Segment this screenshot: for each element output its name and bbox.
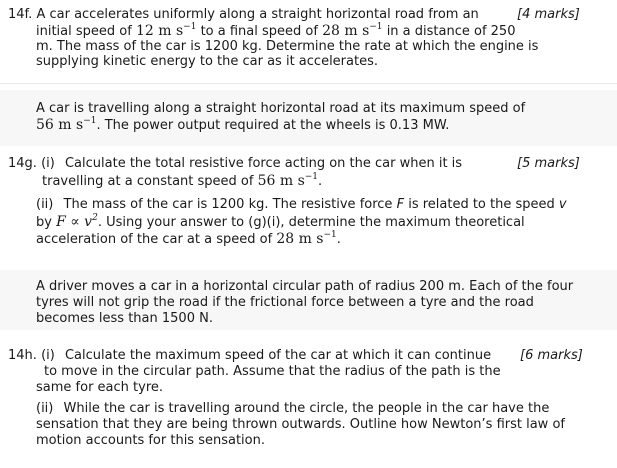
q14g-ii-line-2: by $F \propto v^2$. Using your answer to (g)(i), determine the maximum theoretical [36,213,525,230]
q14f-line-4: supplying kinetic energy to the car as it accelerates. [36,54,378,69]
q14f-line-3: m. The mass of the car is 1200 kg. Determine the rate at which the engine is [36,39,539,54]
marks-label: [4 marks] [517,7,580,22]
max-speed: 56 m $s^{-1}$ [36,116,97,133]
q14f-line-2: initial speed of 12 m $s^{-1}$ to a final speed of 28 m $s^{-1}$ in a distance of 250 [36,22,516,39]
proportionality: $F \propto v^2$ [56,213,98,230]
q14g-ii-line-3: acceleration of the car at a speed of 28 m $s^{-1}$. [36,230,341,247]
part-label: (i) [41,348,55,363]
q14g-line-2: travelling at a constant speed of 56 m $s^{-1}$. [42,172,323,189]
marks-label: [5 marks] [517,156,580,171]
constant-speed: 56 m $s^{-1}$ [257,172,319,189]
stem-g [0,90,617,146]
part-label: (i) [41,156,55,171]
initial-speed: 12 m $s^{-1}$ [135,22,197,39]
question-number: 14h. [8,348,37,363]
question-number: 14g. [8,156,37,171]
question-14h [0,340,617,468]
stem-h [0,270,617,330]
q14h-line-2: to move in the circular path. Assume that the radius of the path is the [44,364,501,379]
q14h-ii-line-1: (ii) While the car is travelling around the circle, the people in the car have the [36,401,550,416]
part-label: (ii) [36,401,54,416]
stem-h-line-2: tyres will not grip the road if the frictional force between a tyre and the road [36,295,534,310]
stem-h-line-3: becomes less than 1500 N. [36,311,213,326]
q14h-line-1: 14h. (i) Calculate the maximum speed of the car at which it can continue [8,348,492,363]
q14g-line-1: 14g. (i) Calculate the total resistive force acting on the car when it is [8,156,463,171]
q14h-ii-line-3: motion accounts for this sensation. [36,433,265,448]
q14h-ii-line-2: sensation that they are being thrown outwards. Outline how Newton’s first law of [36,417,565,432]
question-14g [0,152,617,252]
q14f-line-1 [8,7,479,23]
q14g-ii-line-1: (ii) The mass of the car is 1200 kg. The resistive force F is related to the speed v [36,197,567,212]
question-text: A car accelerates uniformly along a straight horizontal road from an [36,7,479,22]
stem-h-line-1: A driver moves a car in a horizontal circular path of radius 200 m. Each of the four [36,279,574,294]
stem-g-line-1: A car is travelling along a straight horizontal road at its maximum speed of [36,101,526,116]
divider [0,83,617,84]
question-14f [0,0,617,82]
final-speed: 28 m $s^{-1}$ [322,22,383,39]
marks-label: [6 marks] [520,348,583,363]
speed-28: 28 m $s^{-1}$ [276,230,337,247]
q14h-line-3: same for each tyre. [36,380,164,395]
question-number: 14f. [8,7,33,22]
part-label: (ii) [36,197,54,212]
stem-g-line-2: 56 m $s^{-1}$. The power output required at the wheels is 0.13 MW. [36,116,450,133]
